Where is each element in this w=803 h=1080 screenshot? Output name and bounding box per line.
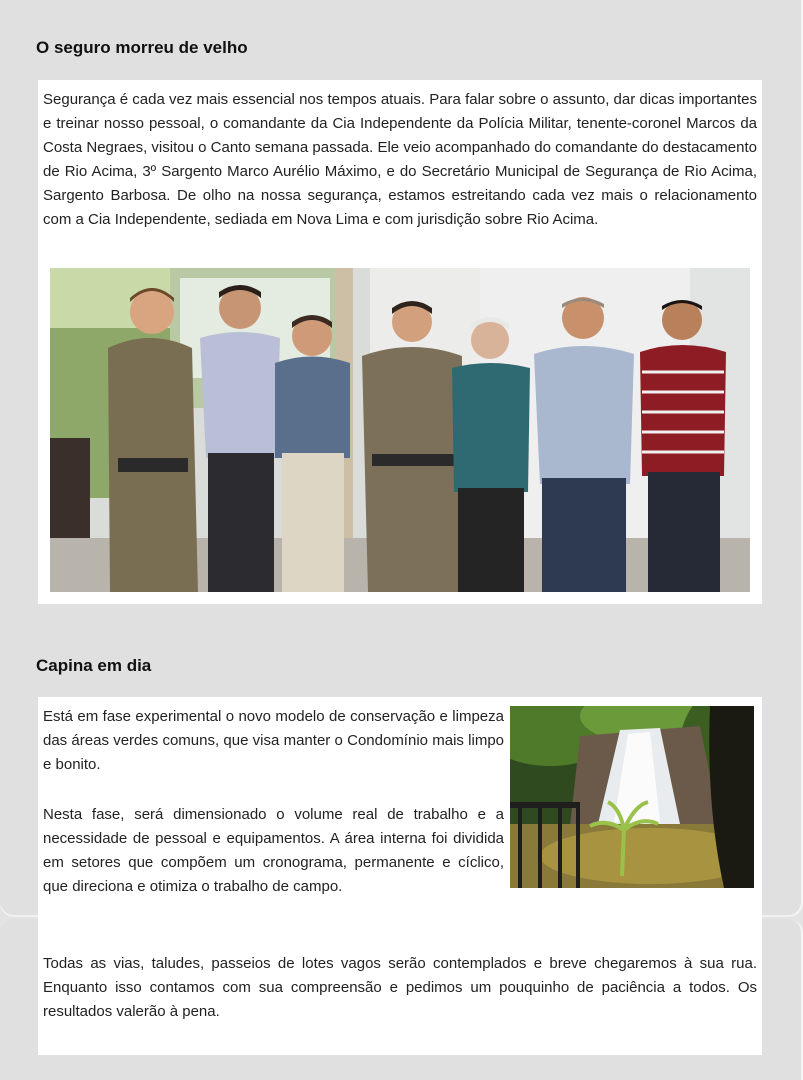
article-title-security: O seguro morreu de velho [36,38,248,57]
waterfall-photo [510,706,754,888]
group-photo [50,268,750,592]
article-body-weeding-p2: Nesta fase, será dimensionado o volume real de trabalho e a necessidade de pessoal e equipamentos. A área interna foi dividida em setores que compõem um cronograma, permanente e cíclico, que direciona e otimiza o trabalho de campo. [43,806,504,895]
article-body-security: Segurança é cada vez mais essencial nos tempos atuais. Para falar sobre o assunto, dar dicas importantes e treinar nosso pessoal, o comandante da Cia Independente da Polícia Militar, tenente-coronel Marcos da Costa Negraes, visitou o Canto semana passada. Ele veio acompanhado do comandante do destacamento de Rio Acima, 3º Sargento Marco Aurélio Máximo, e do Secretário Municipal de Segurança de Rio Acima, Sargento Barbosa. De olho na nossa segurança, estamos estreitando cada vez mais o relacionamento com a Cia Independente, sediada em Nova Lima e com jurisdição sobre Rio Acima. [43,91,757,228]
article-body-weeding-p3: Todas as vias, taludes, passeios de lotes vagos serão contemplados e breve chegaremos à sua rua. Enquanto isso contamos com sua compreensão e pedimos um pouquinho de paciência a todos. Os resultados valerão à pena. [43,955,757,1020]
article-body-weeding-p1: Está em fase experimental o novo modelo de conservação e limpeza das áreas verdes comuns, que visa manter o Condomínio mais limpo e bonito. [43,708,504,773]
article-title-weeding: Capina em dia [36,656,152,675]
